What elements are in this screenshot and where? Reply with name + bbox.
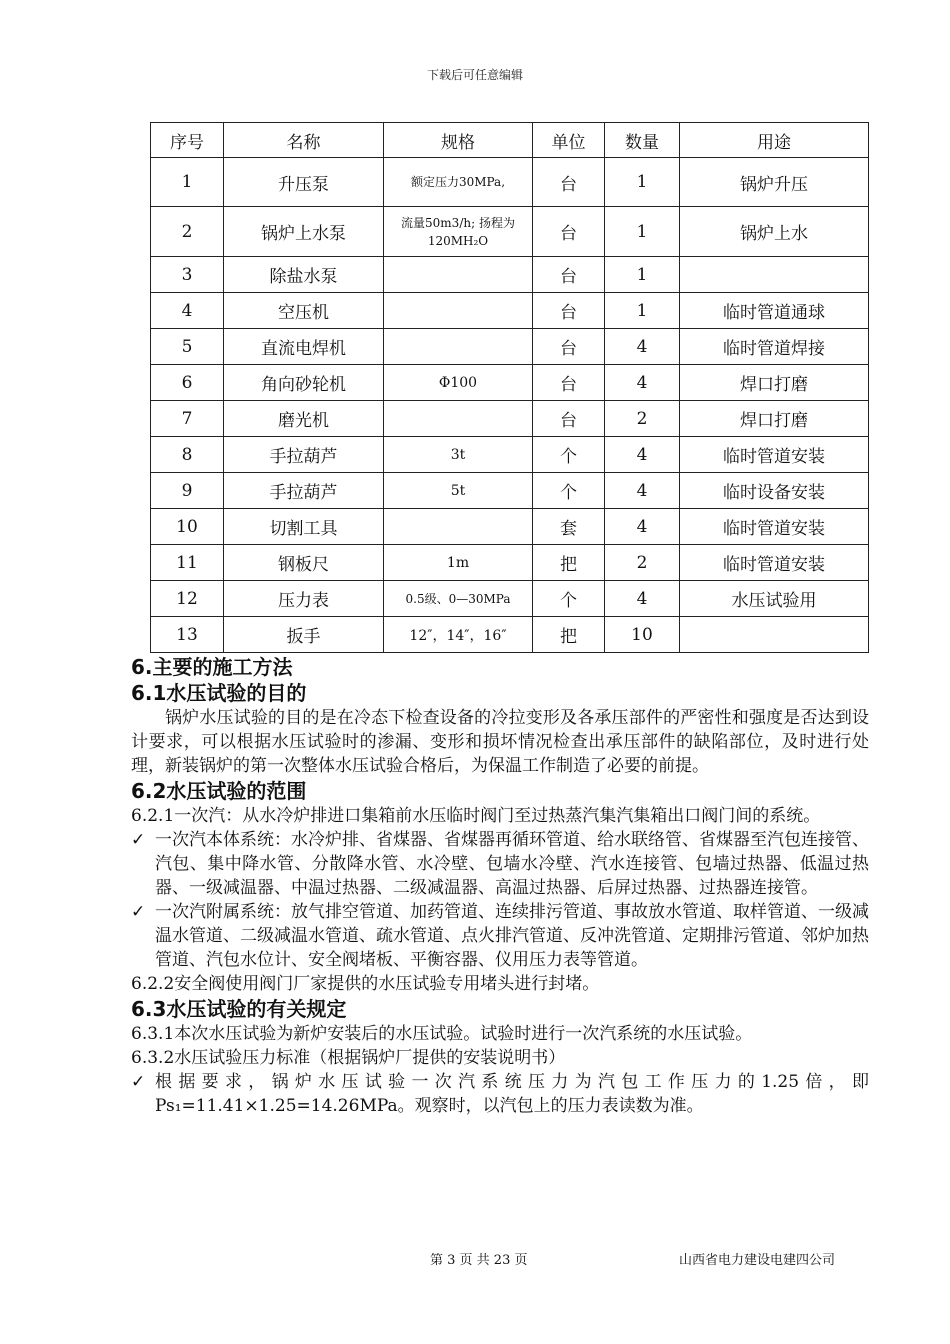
cell-no: 10	[151, 509, 224, 545]
section-6-title: 6.主要的施工方法	[131, 655, 293, 679]
cell-spec: 1m	[384, 545, 533, 581]
cell-qty: 4	[605, 437, 680, 473]
company-name: 山西省电力建设电建四公司	[679, 1253, 836, 1268]
table-row	[151, 207, 869, 257]
cell-no: 12	[151, 581, 224, 617]
cell-qty: 4	[605, 473, 680, 509]
cell-use: 锅炉上水	[680, 207, 869, 257]
cell-use: 临时管道焊接	[680, 329, 869, 365]
cell-unit: 个	[533, 581, 605, 617]
header-note: 下载后可任意编辑	[426, 68, 523, 82]
table-row	[151, 365, 869, 401]
cell-qty: 1	[605, 257, 680, 293]
cell-qty: 4	[605, 365, 680, 401]
document-body	[131, 654, 869, 1118]
col-header-name: 名称	[224, 123, 384, 158]
cell-name: 角向砂轮机	[224, 365, 384, 401]
cell-spec	[384, 257, 533, 293]
col-header-qty: 数量	[605, 123, 680, 158]
cell-use: 锅炉升压	[680, 158, 869, 207]
cell-unit: 台	[533, 293, 605, 329]
cell-no: 11	[151, 545, 224, 581]
cell-qty: 1	[605, 207, 680, 257]
checkmark-icon: ✓	[131, 902, 146, 922]
section-6-3-1-paragraph: 6.3.1本次水压试验为新炉安装后的水压试验。试验时进行一次汽系统的水压试验。	[131, 1024, 753, 1044]
cell-name: 压力表	[224, 581, 384, 617]
checkmark-icon: ✓	[131, 1072, 146, 1092]
cell-unit: 台	[533, 365, 605, 401]
cell-spec	[384, 509, 533, 545]
cell-spec: 额定压力30MPa,	[384, 158, 533, 207]
cell-unit: 个	[533, 473, 605, 509]
cell-spec: 流量50m3/h; 扬程为120MH₂O	[384, 207, 533, 257]
table-row	[151, 329, 869, 365]
section-6-2-1-paragraph: 6.2.1一次汽：从水冷炉排进口集箱前水压临时阀门至过热蒸汽集汽集箱出口阀门间的系统。	[131, 806, 821, 826]
cell-no: 13	[151, 617, 224, 653]
section-6-1-title: 6.1水压试验的目的	[131, 681, 307, 705]
cell-spec: 12″，14″，16″	[384, 617, 533, 653]
cell-spec	[384, 329, 533, 365]
table-row	[151, 581, 869, 617]
cell-qty: 4	[605, 509, 680, 545]
cell-no: 5	[151, 329, 224, 365]
cell-qty: 10	[605, 617, 680, 653]
col-header-unit: 单位	[533, 123, 605, 158]
cell-use: 焊口打磨	[680, 365, 869, 401]
cell-spec: 0.5级、0—30MPa	[384, 581, 533, 617]
col-header-no: 序号	[151, 123, 224, 158]
bullet-text: 根据要求，锅炉水压试验一次汽系统压力为汽包工作压力的1.25倍，即Ps₁=11.41×1.25=14.26MPa。观察时，以汽包上的压力表读数为准。	[155, 1072, 869, 1116]
cell-name: 磨光机	[224, 401, 384, 437]
section-6-3-2-paragraph: 6.3.2水压试验压力标准（根据锅炉厂提供的安装说明书）	[131, 1048, 566, 1068]
bullet-text: 一次汽附属系统：放气排空管道、加药管道、连续排污管道、事故放水管道、取样管道、一级减温水管道、二级减温水管道、疏水管道、点火排汽管道、反冲洗管道、定期排污管道、邻炉加热管道、汽包水位计、安全阀堵板、平衡容器、仪用压力表等管道。	[155, 902, 869, 970]
cell-spec	[384, 401, 533, 437]
table-row	[151, 509, 869, 545]
equipment-table	[150, 122, 869, 653]
cell-spec: 5t	[384, 473, 533, 509]
cell-qty: 1	[605, 293, 680, 329]
cell-qty: 2	[605, 401, 680, 437]
cell-use: 临时管道安装	[680, 437, 869, 473]
cell-use: 临时管道通球	[680, 293, 869, 329]
cell-unit: 台	[533, 207, 605, 257]
cell-name: 手拉葫芦	[224, 437, 384, 473]
cell-no: 4	[151, 293, 224, 329]
cell-name: 扳手	[224, 617, 384, 653]
bullet-item	[131, 1070, 869, 1118]
col-header-use: 用途	[680, 123, 869, 158]
cell-use: 临时设备安装	[680, 473, 869, 509]
cell-unit: 台	[533, 158, 605, 207]
cell-name: 钢板尺	[224, 545, 384, 581]
cell-unit: 台	[533, 401, 605, 437]
cell-unit: 台	[533, 329, 605, 365]
cell-name: 手拉葫芦	[224, 473, 384, 509]
cell-name: 切割工具	[224, 509, 384, 545]
cell-use	[680, 257, 869, 293]
table-row	[151, 617, 869, 653]
cell-use: 焊口打磨	[680, 401, 869, 437]
cell-name: 锅炉上水泵	[224, 207, 384, 257]
cell-name: 除盐水泵	[224, 257, 384, 293]
cell-unit: 把	[533, 617, 605, 653]
table-row	[151, 437, 869, 473]
cell-use: 临时管道安装	[680, 545, 869, 581]
bullet-text: 一次汽本体系统：水冷炉排、省煤器、省煤器再循环管道、给水联络管、省煤器至汽包连接管、汽包、集中降水管、分散降水管、水冷壁、包墙水冷壁、汽水连接管、包墙过热器、低温过热器、一级减温器、中温过热器、二级减温器、高温过热器、后屏过热器、过热器连接管。	[155, 830, 869, 898]
cell-qty: 2	[605, 545, 680, 581]
table-row	[151, 293, 869, 329]
table-row	[151, 545, 869, 581]
cell-name: 直流电焊机	[224, 329, 384, 365]
table-header-row	[151, 123, 869, 158]
section-6-3-title: 6.3水压试验的有关规定	[131, 997, 347, 1021]
cell-no: 2	[151, 207, 224, 257]
cell-name: 升压泵	[224, 158, 384, 207]
cell-no: 1	[151, 158, 224, 207]
section-6-2-2-paragraph: 6.2.2安全阀使用阀门厂家提供的水压试验专用堵头进行封堵。	[131, 974, 600, 994]
cell-spec: 3t	[384, 437, 533, 473]
col-header-spec: 规格	[384, 123, 533, 158]
bullet-item	[131, 900, 869, 972]
cell-no: 8	[151, 437, 224, 473]
cell-no: 9	[151, 473, 224, 509]
cell-qty: 1	[605, 158, 680, 207]
page-number: 第 3 页 共 23 页	[430, 1253, 528, 1268]
cell-qty: 4	[605, 581, 680, 617]
cell-no: 6	[151, 365, 224, 401]
cell-use: 水压试验用	[680, 581, 869, 617]
table-row	[151, 257, 869, 293]
cell-unit: 台	[533, 257, 605, 293]
cell-no: 3	[151, 257, 224, 293]
section-6-2-title: 6.2水压试验的范围	[131, 779, 307, 803]
cell-use: 临时管道安装	[680, 509, 869, 545]
cell-spec	[384, 293, 533, 329]
cell-spec: Φ100	[384, 365, 533, 401]
bullet-item	[131, 828, 869, 900]
cell-no: 7	[151, 401, 224, 437]
cell-unit: 套	[533, 509, 605, 545]
table-row	[151, 473, 869, 509]
table-row	[151, 401, 869, 437]
cell-unit: 把	[533, 545, 605, 581]
cell-unit: 个	[533, 437, 605, 473]
table-row	[151, 158, 869, 207]
cell-qty: 4	[605, 329, 680, 365]
section-6-1-paragraph: 锅炉水压试验的目的是在冷态下检查设备的冷拉变形及各承压部件的严密性和强度是否达到设计要求，可以根据水压试验时的渗漏、变形和损坏情况检查出承压部件的缺陷部位，及时进行处理，新装锅炉的第一次整体水压试验合格后，为保温工作制造了必要的前提。	[131, 708, 869, 776]
cell-name: 空压机	[224, 293, 384, 329]
checkmark-icon: ✓	[131, 830, 146, 850]
cell-use	[680, 617, 869, 653]
